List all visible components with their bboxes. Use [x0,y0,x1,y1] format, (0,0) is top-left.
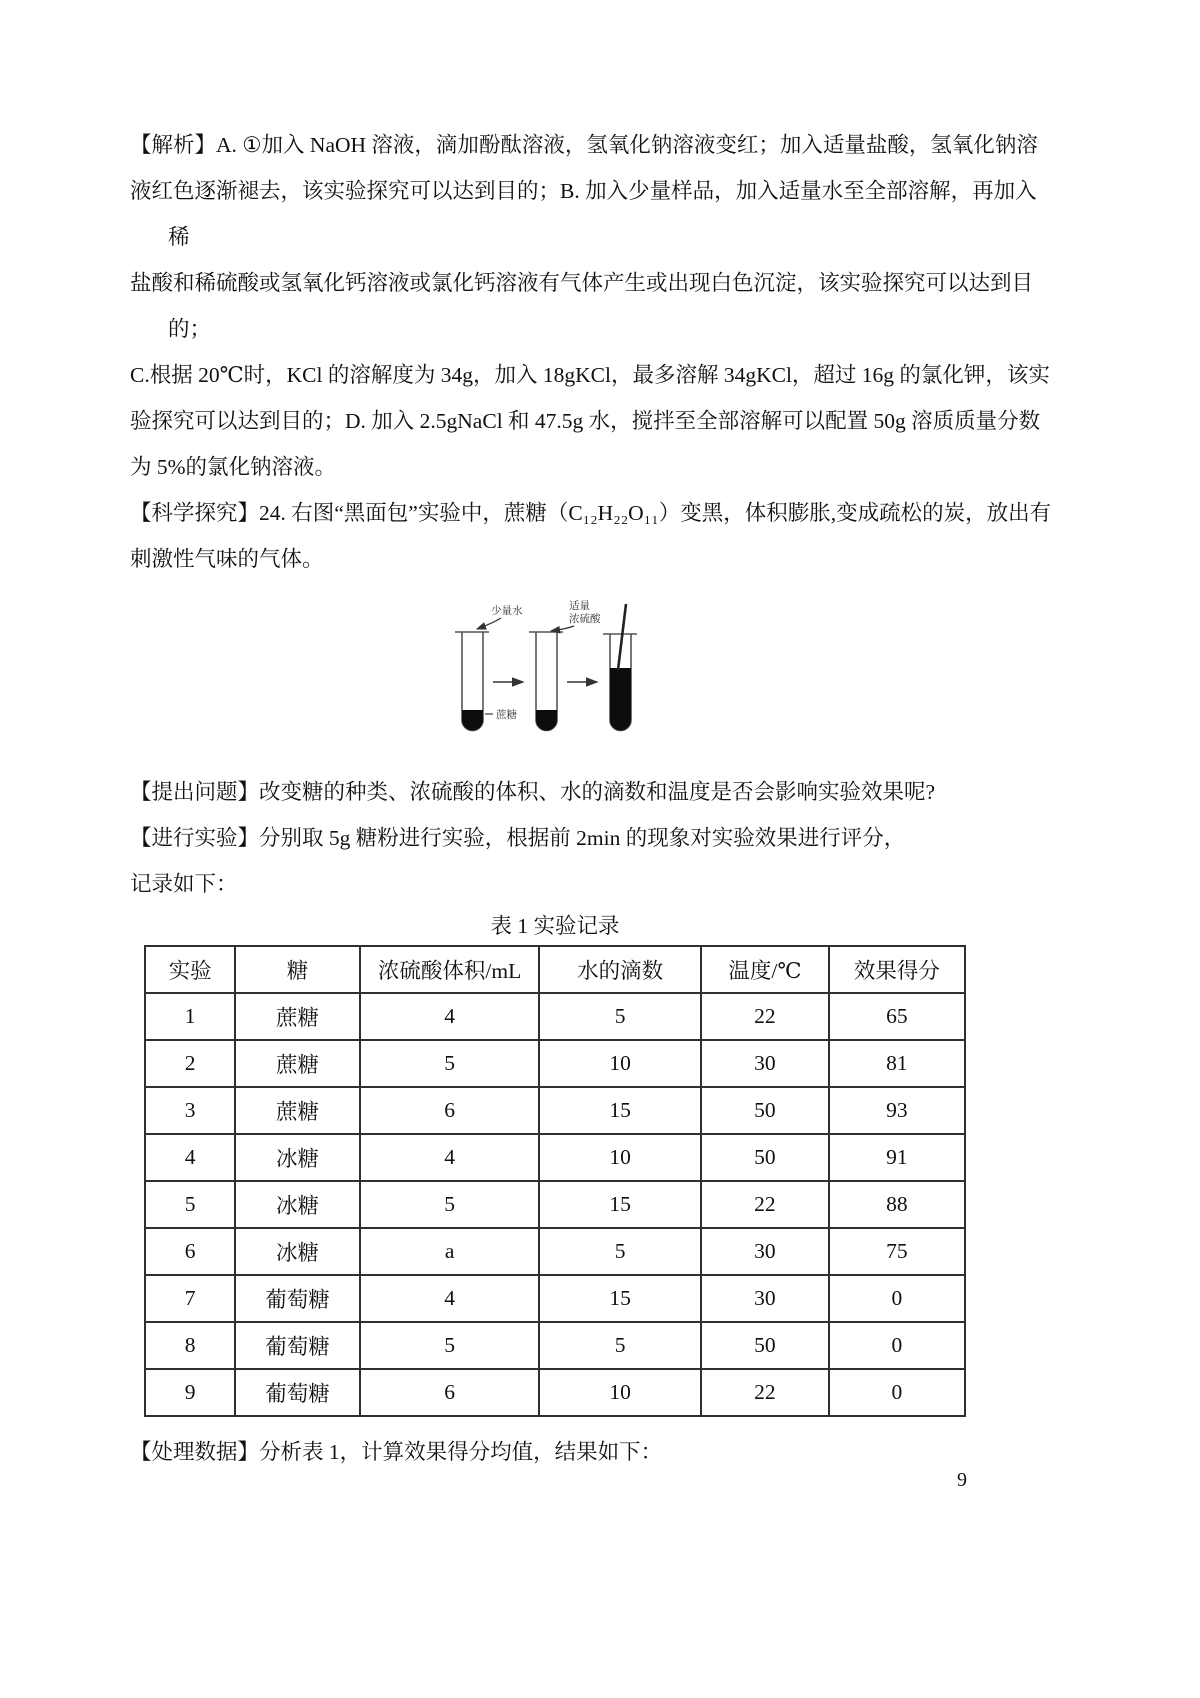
table-row [145,993,965,1040]
table-cell: 蔗糖 [235,1087,360,1134]
table-cell: 蔗糖 [235,993,360,1040]
table-cell: 81 [829,1040,965,1087]
table-cell: 22 [701,993,829,1040]
wetted-sugar [536,710,557,731]
table-cell: 5 [360,1040,540,1087]
table-cell: 4 [360,1134,540,1181]
table-cell: 6 [360,1087,540,1134]
experiment-illustration [440,596,672,761]
table-cell: 0 [829,1275,965,1322]
page-number: 9 [957,1469,967,1491]
analysis-line: 为 5%的氯化钠溶液。 [130,455,337,479]
water-label: 少量水 [491,606,523,617]
table-row [145,1275,965,1322]
analysis-line: 验探究可以达到目的；D. 加入 2.5gNaCl 和 47.5g 水，搅拌至全部溶解可以配置 50g 溶质质量分数 [130,409,1041,433]
table-header-cell: 水的滴数 [539,946,701,993]
table-cell: 75 [829,1228,965,1275]
table-cell: 10 [539,1134,701,1181]
table-row [145,1134,965,1181]
analysis-line: 盐酸和稀硫酸或氢氧化钙溶液或氯化钙溶液有气体产生或出现白色沉淀，该实验探究可以达到目 [130,271,1034,295]
table-row [145,1322,965,1369]
acid-label-line1: 适量 [569,601,590,612]
table-header-cell: 温度/℃ [701,946,829,993]
table-cell: 冰糖 [235,1228,360,1275]
experiment-table [144,945,966,1417]
table-cell: 1 [145,993,235,1040]
table-row [145,1228,965,1275]
acid-label-line2: 浓硫酸 [569,614,601,625]
table-cell: 65 [829,993,965,1040]
table-caption: 表 1 实验记录 [490,914,620,938]
table-cell: 葡萄糖 [235,1275,360,1322]
table-cell: 50 [701,1087,829,1134]
table-cell: 0 [829,1322,965,1369]
table-row [145,1087,965,1134]
table-header-cell: 效果得分 [829,946,965,993]
black-bread-experiment-figure [440,596,672,761]
table-cell: 0 [829,1369,965,1416]
analysis-line: 的； [168,317,212,341]
table-cell: 4 [145,1134,235,1181]
table-cell: 7 [145,1275,235,1322]
table-row [145,1369,965,1416]
table-cell: 蔗糖 [235,1040,360,1087]
inquiry-intro-line: 刺激性气味的气体。 [130,547,324,571]
analysis-line: 液红色逐渐褪去，该实验探究可以达到目的；B. 加入少量样品，加入适量水至全部溶解，再加入 [130,179,1037,203]
inquiry-intro-line: 【科学探究】24. 右图“黑面包”实验中，蔗糖（C₁₂H₂₂O₁₁）变黑，体积膨胀,变成疏松的炭，放出有 [130,501,1052,525]
table-header-row [145,946,965,993]
table-cell: 30 [701,1228,829,1275]
table-cell: 9 [145,1369,235,1416]
stirring-rod [618,604,626,670]
table-cell: 15 [539,1087,701,1134]
table-cell: 88 [829,1181,965,1228]
table-cell: 91 [829,1134,965,1181]
table-cell: 50 [701,1134,829,1181]
table-cell: 冰糖 [235,1134,360,1181]
table-cell: 22 [701,1369,829,1416]
table-cell: 10 [539,1040,701,1087]
table-cell: 30 [701,1040,829,1087]
table-cell: 5 [145,1181,235,1228]
table-cell: 5 [539,993,701,1040]
table-cell: 22 [701,1181,829,1228]
table-cell: 6 [360,1369,540,1416]
table-cell: 5 [360,1181,540,1228]
table-cell: 4 [360,993,540,1040]
data-processing-line: 【处理数据】分析表 1，计算效果得分均值，结果如下： [130,1440,663,1464]
table-cell: 葡萄糖 [235,1369,360,1416]
table-row [145,1181,965,1228]
analysis-line: 【解析】A. ①加入 NaOH 溶液，滴加酚酞溶液，氢氧化钠溶液变红；加入适量盐酸，氢氧化钠溶 [130,133,1038,157]
table-cell: 5 [539,1228,701,1275]
water-arrow [477,618,501,629]
table-cell: 8 [145,1322,235,1369]
experiment-table-body [145,993,965,1416]
table-cell: 6 [145,1228,235,1275]
table-cell: 5 [360,1322,540,1369]
table-cell: 30 [701,1275,829,1322]
table-header-cell: 糖 [235,946,360,993]
table-cell: 葡萄糖 [235,1322,360,1369]
table-cell: 冰糖 [235,1181,360,1228]
question-line: 【提出问题】改变糖的种类、浓硫酸的体积、水的滴数和温度是否会影响实验效果呢? [130,780,936,804]
experiment-line: 记录如下： [130,872,238,896]
table-cell: 15 [539,1275,701,1322]
sucrose-solid [462,710,483,731]
table-cell: 3 [145,1087,235,1134]
experiment-record-section [144,907,966,1417]
table-header-cell: 实验 [145,946,235,993]
science-inquiry-section [130,490,1080,907]
table-header-cell: 浓硫酸体积/mL [360,946,540,993]
table-cell: 93 [829,1087,965,1134]
table-cell: a [360,1228,540,1275]
table-cell: 5 [539,1322,701,1369]
sugar-label: 蔗糖 [496,710,517,721]
experiment-line: 【进行实验】分别取 5g 糖粉进行实验，根据前 2min 的现象对实验效果进行评分， [130,826,906,850]
acid-arrow [551,626,574,631]
analysis-section [130,122,1080,490]
test-tube-3 [603,604,637,731]
black-carbon-column [610,668,631,731]
table-cell: 15 [539,1181,701,1228]
analysis-line: 稀 [168,225,190,249]
table-cell: 4 [360,1275,540,1322]
table-cell: 50 [701,1322,829,1369]
table-cell: 10 [539,1369,701,1416]
test-tube-1 [455,632,489,731]
test-tube-2 [529,632,563,731]
analysis-line: C.根据 20℃时，KCl 的溶解度为 34g，加入 18gKCl，最多溶解 34gKCl，超过 16g 的氯化钾，该实 [130,363,1050,387]
table-row [145,1040,965,1087]
table-cell: 2 [145,1040,235,1087]
